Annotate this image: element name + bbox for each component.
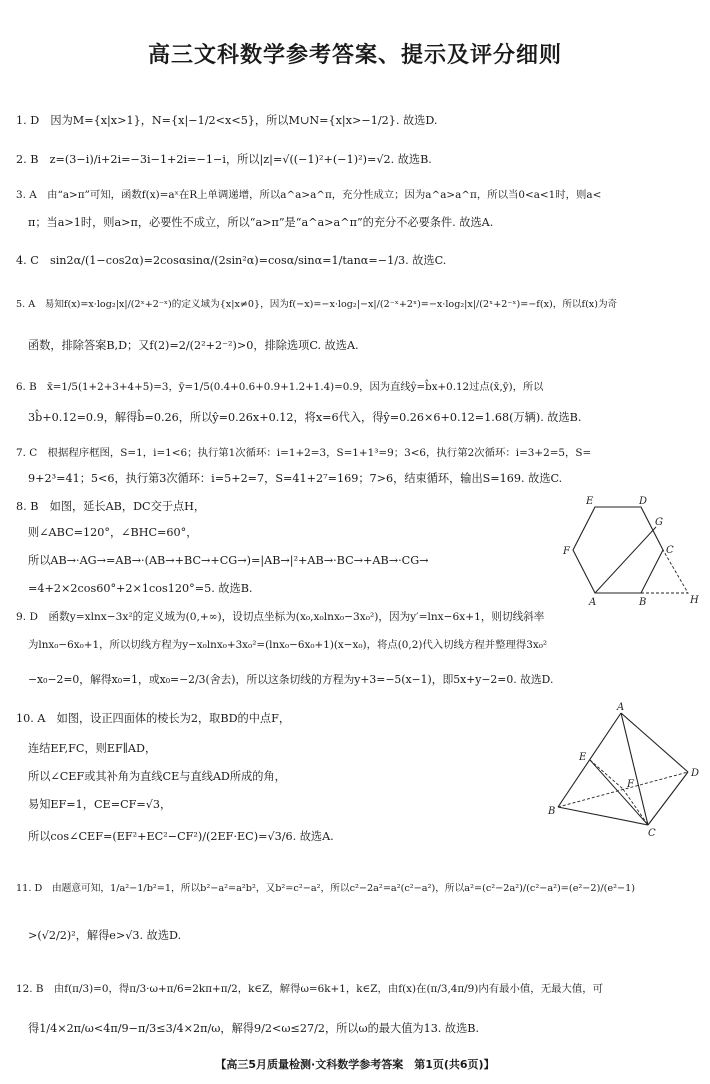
answer-8-line-1: 8. B 如图，延长AB，DC交于点H， bbox=[16, 500, 206, 513]
hex-label-h: H bbox=[690, 595, 699, 606]
answer-10-line-4: 易知EF=1，CE=CF=√3， bbox=[28, 798, 172, 811]
answer-9-line-1: 9. D 函数y=xlnx−3x²的定义域为(0,+∞)，设切点坐标为(x₀,x₀lnx₀−3x₀²)，因为y′=lnx−6x+1，则切线斜率 bbox=[16, 611, 545, 623]
answer-4-line-1: 4. C sin2α/(1−cos2α)=2cosαsinα/(2sin²α)=cosα/sinα=1/tanα=−1/3. 故选C. bbox=[16, 254, 447, 267]
tet-label-e: E bbox=[579, 752, 587, 763]
hex-label-e: E bbox=[586, 496, 594, 507]
answer-10-line-5: 所以cos∠CEF=(EF²+EC²−CF²)/(2EF·EC)=√3/6. 故选A. bbox=[28, 830, 334, 843]
answer-3-line-2: π；当a>1时，则a>π，必要性不成立，所以“a>π”是“a^a>a^π”的充分不必要条件. 故选A. bbox=[28, 216, 494, 229]
answer-3-line-1: 3. A 由“a>π”可知，函数f(x)=aˣ在R上单调递增，所以a^a>a^π，充分性成立；因为a^a>a^π，所以当0<a<1时，则a< bbox=[16, 189, 602, 201]
answer-2-line-1: 2. B z=(3−i)/i+2i=−3i−1+2i=−1−i，所以|z|=√((−1)²+(−1)²)=√2. 故选B. bbox=[16, 153, 432, 166]
hexagon-figure bbox=[555, 495, 700, 610]
answer-6-line-2: 3b̂+0.12=0.9，解得b̂=0.26，所以ŷ=0.26x+0.12，将x=6代入，得ŷ=0.26×6+0.12=1.68(万辆). 故选B. bbox=[28, 411, 582, 424]
answer-8-line-3: 所以AB→·AG→=AB→·(AB→+BC→+CG→)=|AB→|²+AB→·BC→+AB→·CG→ bbox=[28, 554, 429, 567]
answer-11-line-1: 11. D 由题意可知，1/a²−1/b²=1，所以b²−a²=a²b²，又b²=c²−a²，所以c²−2a²=a²(c²−a²)，所以a²=(c²−2a²)/(c²−a²)=(e²−2)/(e²−1) bbox=[16, 883, 636, 894]
answer-5-line-2: 函数，排除答案B,D；又f(2)=2/(2²+2⁻²)>0，排除选项C. 故选A. bbox=[28, 339, 359, 352]
tet-label-b: B bbox=[548, 806, 556, 817]
answer-10-line-1: 10. A 如图，设正四面体的棱长为2，取BD的中点F， bbox=[16, 712, 291, 725]
answer-11-line-2: >(√2/2)²，解得e>√3. 故选D. bbox=[28, 929, 182, 942]
answer-9-line-2: 为lnx₀−6x₀+1，所以切线方程为y−x₀lnx₀+3x₀²=(lnx₀−6x₀+1)(x−x₀)，将点(0,2)代入切线方程并整理得3x₀² bbox=[28, 639, 548, 651]
answer-5-line-1: 5. A 易知f(x)=x·log₂|x|/(2ˣ+2⁻ˣ)的定义域为{x|x≠0}，因为f(−x)=−x·log₂|−x|/(2⁻ˣ+2ˣ)=−x·log₂|x|/(2ˣ+2⁻ˣ)=−f(x)，所以f(x)为奇 bbox=[16, 299, 618, 310]
answer-12-line-2: 得1/4×2π/ω<4π/9−π/3≤3/4×2π/ω，解得9/2<ω≤27/2，所以ω的最大值为13. 故选B. bbox=[28, 1022, 480, 1035]
answer-7-line-1: 7. C 根据程序框图，S=1，i=1<6；执行第1次循环：i=1+2=3，S=1+1³=9；3<6，执行第2次循环：i=3+2=5，S= bbox=[16, 447, 592, 459]
tet-label-d: D bbox=[691, 768, 700, 779]
answer-8-line-4: =4+2×2cos60°+2×1cos120°=5. 故选B. bbox=[28, 582, 253, 595]
answer-6-line-1: 6. B x̄=1/5(1+2+3+4+5)=3，ȳ=1/5(0.4+0.6+0.9+1.2+1.4)=0.9，因为直线ŷ=b̂x+0.12过点(x̄,ȳ)，所以 bbox=[16, 381, 544, 393]
tet-label-c: C bbox=[648, 828, 656, 839]
answer-9-line-3: −x₀−2=0，解得x₀=1，或x₀=−2/3(舍去)，所以这条切线的方程为y+3=−5(x−1)，即5x+y−2=0. 故选D. bbox=[28, 673, 554, 686]
tet-label-a: A bbox=[617, 702, 625, 713]
answer-12-line-1: 12. B 由f(π/3)=0，得π/3·ω+π/6=2kπ+π/2，k∈Z，解得ω=6k+1，k∈Z，由f(x)在(π/3,4π/9)内有最小值，无最大值，可 bbox=[16, 983, 604, 995]
tetrahedron-figure bbox=[548, 703, 703, 838]
answer-1-line-1: 1. D 因为M={x|x>1}，N={x|−1/2<x<5}，所以M∪N={x|x>−1/2}. 故选D. bbox=[16, 114, 438, 127]
page-title: 高三文科数学参考答案、提示及评分细则 bbox=[147, 43, 562, 68]
page-footer: 【高三5月质量检测·文科数学参考答案 第1页(共6页)】 bbox=[215, 1058, 495, 1071]
hex-label-b: B bbox=[639, 597, 647, 608]
answer-7-line-2: 9+2³=41；5<6，执行第3次循环：i=5+2=7，S=41+2⁷=169；7>6，结束循环，输出S=169. 故选C. bbox=[28, 472, 563, 485]
answer-10-line-3: 所以∠CEF或其补角为直线CE与直线AD所成的角， bbox=[28, 770, 286, 783]
tet-label-f: F bbox=[627, 779, 634, 790]
hex-label-a: A bbox=[589, 597, 597, 608]
answer-8-line-2: 则∠ABC=120°，∠BHC=60°， bbox=[28, 526, 198, 539]
hex-label-c: C bbox=[666, 545, 674, 556]
hex-label-f: F bbox=[563, 546, 570, 557]
answer-10-line-2: 连结EF,FC，则EF∥AD， bbox=[28, 742, 157, 755]
hex-label-d: D bbox=[639, 496, 648, 507]
hex-label-g: G bbox=[655, 517, 663, 528]
